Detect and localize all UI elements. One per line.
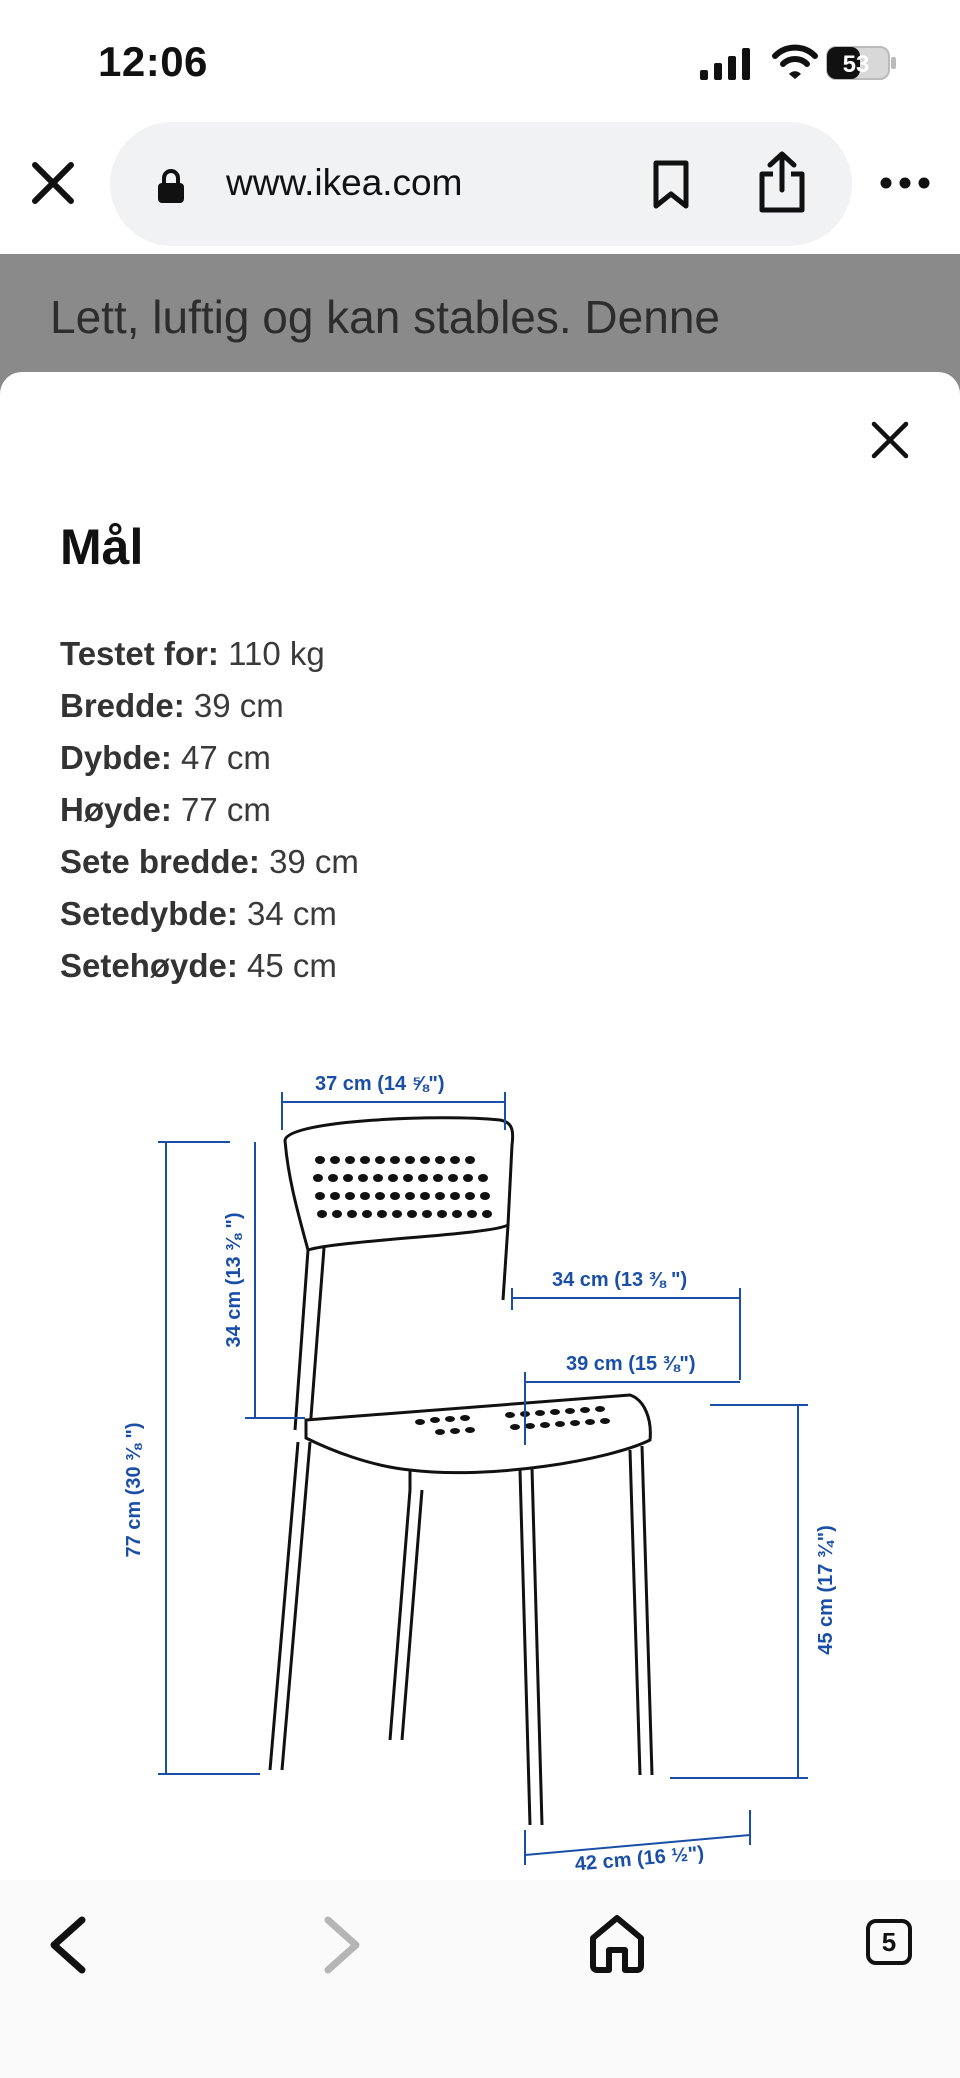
seat-height-label: 45 cm (17 ¾") [815, 1525, 837, 1655]
status-bar [0, 0, 960, 118]
spec-label: Setedybde: [60, 895, 238, 932]
close-icon[interactable] [30, 160, 76, 206]
browser-bottom-toolbar [0, 1880, 960, 2078]
chair-illustration [270, 1118, 652, 1825]
spec-value: 39 cm [193, 687, 284, 724]
spec-value: 110 kg [228, 635, 325, 672]
spec-row [60, 784, 359, 836]
spec-label: Dybde: [60, 739, 172, 776]
base-depth-label: 42 cm (16 ½") [573, 1842, 705, 1876]
seat-depth-label: 34 cm (13 ⅜ ") [552, 1269, 688, 1291]
share-icon[interactable] [756, 150, 808, 214]
battery-level: 53 [842, 51, 870, 78]
spec-value: 45 cm [247, 947, 337, 984]
product-description-snippet: Lett, luftig og kan stables. Denne [50, 291, 720, 343]
url-text[interactable]: www.ikea.com [226, 162, 463, 203]
lock-icon [156, 168, 186, 204]
spec-value: 77 cm [181, 791, 271, 828]
spec-label: Bredde: [60, 687, 185, 724]
chair-dimension-diagram [110, 1050, 910, 1890]
spec-label: Setehøyde: [60, 947, 238, 984]
spec-row [60, 732, 359, 784]
spec-value: 39 cm [269, 843, 359, 880]
spec-value: 47 cm [181, 739, 271, 776]
spec-row [60, 628, 359, 680]
spec-row [60, 680, 359, 732]
seat-width-label: 39 cm (15 ⅜") [566, 1353, 696, 1375]
dimension-specs-list [60, 628, 359, 992]
more-options-icon[interactable] [880, 176, 930, 190]
spec-label: Sete bredde: [60, 843, 260, 880]
spec-label: Testet for: [60, 635, 219, 672]
forward-arrow-icon [320, 1914, 366, 1976]
sheet-title: Mål [60, 519, 144, 575]
back-width-label: 37 cm (14 ⅝") [315, 1073, 445, 1095]
bookmark-icon[interactable] [652, 160, 690, 210]
spec-row [60, 940, 359, 992]
wifi-icon [772, 44, 818, 80]
address-bar[interactable] [110, 122, 852, 246]
battery-icon [826, 46, 898, 80]
spec-row [60, 888, 359, 940]
sheet-close-icon[interactable] [868, 418, 912, 462]
back-height-label: 34 cm (13 ⅜ ") [223, 1212, 245, 1348]
spec-row [60, 836, 359, 888]
spec-value: 34 cm [247, 895, 337, 932]
back-arrow-icon[interactable] [44, 1914, 90, 1976]
spec-label: Høyde: [60, 791, 172, 828]
status-time: 12:06 [98, 38, 208, 85]
cellular-signal-icon [700, 48, 752, 80]
home-icon[interactable] [588, 1912, 646, 1974]
tabs-button[interactable]: 5 [866, 1919, 912, 1965]
total-height-label: 77 cm (30 ⅜ ") [123, 1422, 145, 1558]
